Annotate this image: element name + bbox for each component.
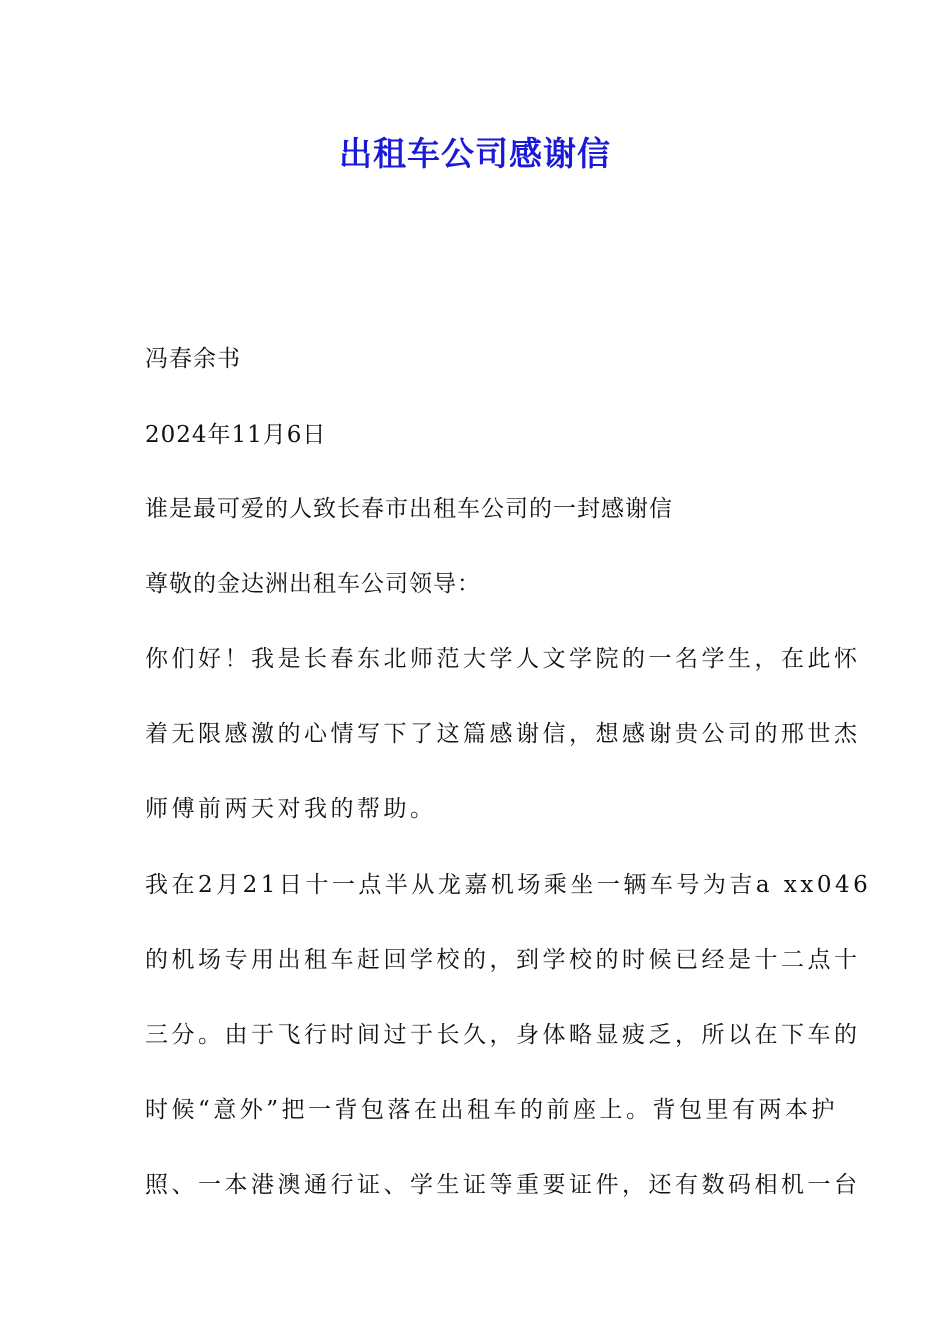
subject-line: 谁是最可爱的人致长春市出租车公司的一封感谢信 <box>145 496 673 522</box>
body-line: 照、一本港澳通行证、学生证等重要证件，还有数码相机一台 <box>145 1172 861 1198</box>
body-line: 我在2月21日十一点半从龙嘉机场乘坐一辆车号为吉a xx046 <box>145 872 872 898</box>
body-line: 着无限感激的心情写下了这篇感谢信，想感谢贵公司的邢世杰 <box>145 721 861 747</box>
body-line: 三分。由于飞行时间过于长久，身体略显疲乏，所以在下车的 <box>145 1022 861 1048</box>
salutation-line: 尊敬的金达洲出租车公司领导： <box>145 571 481 597</box>
author-line: 冯春余书 <box>145 346 241 372</box>
document-title: 出租车公司感谢信 <box>339 134 611 173</box>
body-line: 的机场专用出租车赶回学校的，到学校的时候已经是十二点十 <box>145 947 861 973</box>
date-line: 2024年11月6日 <box>145 422 327 448</box>
body-line: 时候“意外”把一背包落在出租车的前座上。背包里有两本护 <box>145 1097 839 1123</box>
body-line: 师傅前两天对我的帮助。 <box>145 796 437 822</box>
body-line: 你们好！我是长春东北师范大学人文学院的一名学生，在此怀 <box>145 646 861 672</box>
